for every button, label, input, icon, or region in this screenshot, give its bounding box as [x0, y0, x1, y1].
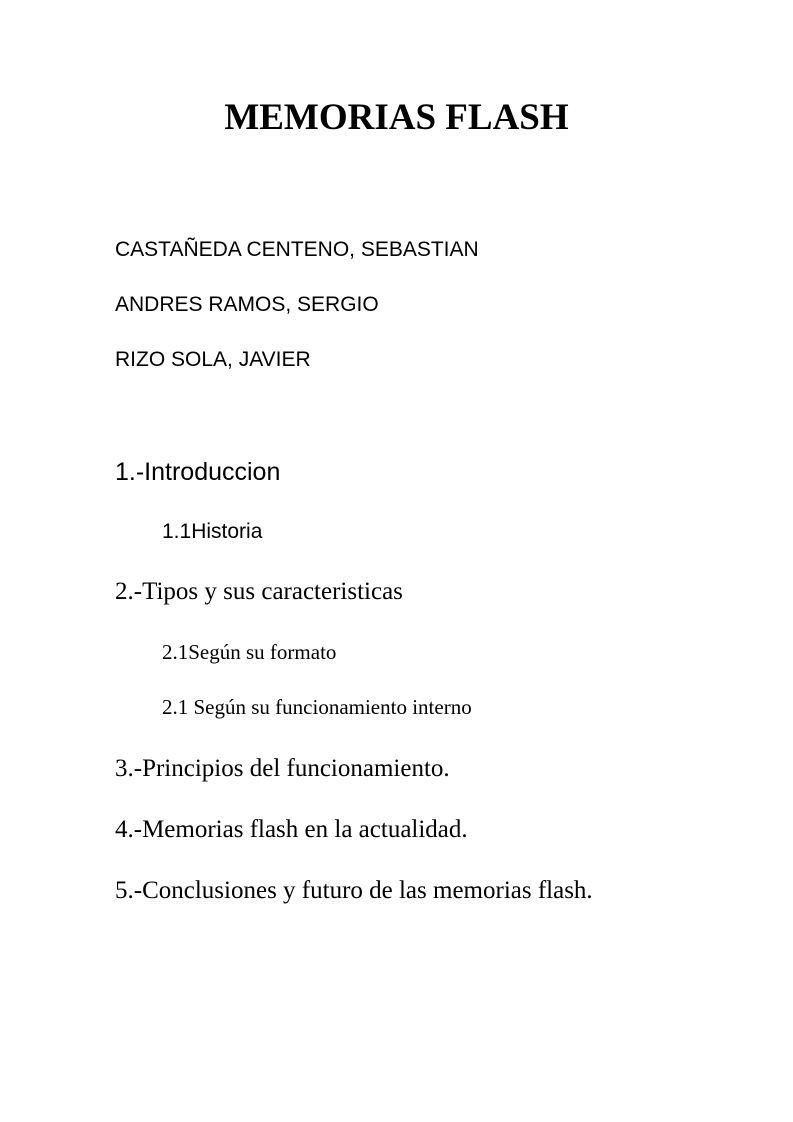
toc-section-principios: 3.-Principios del funcionamiento.	[115, 755, 450, 782]
toc-section-conclusiones: 5.-Conclusiones y futuro de las memorias flash.	[115, 877, 593, 904]
author-name: RIZO SOLA, JAVIER	[115, 348, 311, 371]
toc-section-introduccion: 1.-Introduccion	[115, 458, 281, 486]
page-title: MEMORIAS FLASH	[224, 97, 569, 138]
author-name: ANDRES RAMOS, SERGIO	[115, 293, 379, 316]
toc-section-tipos: 2.-Tipos y sus caracteristicas	[115, 578, 403, 605]
toc-subsection-funcionamiento-interno: 2.1 Según su funcionamiento interno	[162, 695, 472, 719]
toc-subsection-historia: 1.1Historia	[162, 520, 263, 543]
toc-subsection-formato: 2.1Según su formato	[162, 640, 337, 664]
author-name: CASTAÑEDA CENTENO, SEBASTIAN	[115, 238, 479, 261]
toc-section-actualidad: 4.-Memorias flash en la actualidad.	[115, 816, 468, 843]
